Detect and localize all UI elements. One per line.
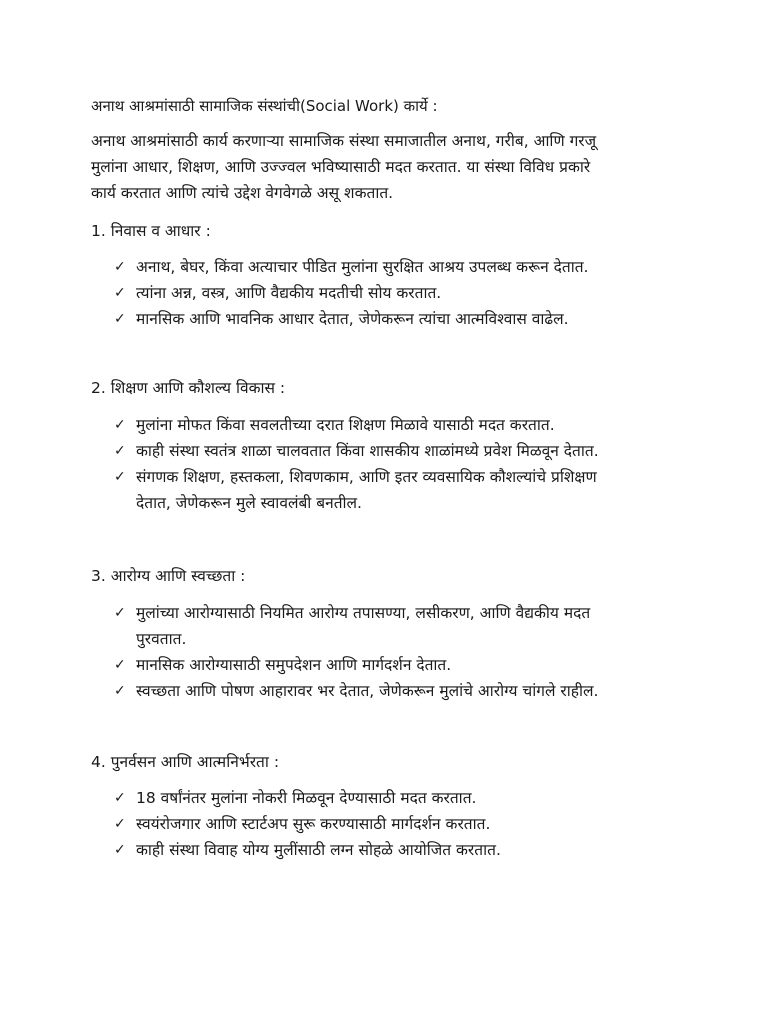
list-item xyxy=(114,837,694,863)
list-item xyxy=(114,280,694,306)
list-item xyxy=(114,254,694,280)
checkmark-icon: ✓ xyxy=(114,311,126,327)
checkmark-icon: ✓ xyxy=(114,469,126,485)
section-list-3 xyxy=(114,600,694,704)
intro-paragraph xyxy=(91,128,691,206)
list-item-text: संगणक शिक्षण, हस्तकला, शिवणकाम, आणि इतर व्यवसायिक कौशल्यांचे प्रशिक्षण xyxy=(136,468,597,486)
list-item-text: त्यांना अन्न, वस्त्र, आणि वैद्यकीय मदतीची सोय करतात. xyxy=(136,284,442,302)
list-item-text: मुलांना मोफत किंवा सवलतीच्या दरात शिक्षण मिळावे यासाठी मदत करतात. xyxy=(136,416,555,434)
section-list-4 xyxy=(114,785,694,863)
checkmark-icon: ✓ xyxy=(114,417,126,433)
intro-line: अनाथ आश्रमांसाठी कार्य करणाऱ्या सामाजिक संस्था समाजातील अनाथ, गरीब, आणि गरजू xyxy=(91,132,597,150)
checkmark-icon: ✓ xyxy=(114,790,126,806)
list-item-text: देतात, जेणेकरून मुले स्वावलंबी बनतील. xyxy=(136,494,362,512)
list-item xyxy=(114,306,694,332)
list-item-text: स्वच्छता आणि पोषण आहारावर भर देतात, जेणेकरून मुलांचे आरोग्य चांगले राहील. xyxy=(136,682,599,700)
list-item-text: काही संस्था स्वतंत्र शाळा चालवतात किंवा शासकीय शाळांमध्ये प्रवेश मिळवून देतात. xyxy=(136,442,599,460)
list-item-text: काही संस्था विवाह योग्य मुलींसाठी लग्न सोहळे आयोजित करतात. xyxy=(136,841,501,859)
list-item xyxy=(114,600,694,652)
checkmark-icon: ✓ xyxy=(114,657,126,673)
list-item xyxy=(114,652,694,678)
list-item-text: मुलांच्या आरोग्यासाठी नियमित आरोग्य तपासण्या, लसीकरण, आणि वैद्यकीय मदत xyxy=(136,604,591,622)
checkmark-icon: ✓ xyxy=(114,259,126,275)
document-title: अनाथ आश्रमांसाठी सामाजिक संस्थांची(Social Work) कार्ये : xyxy=(91,97,438,115)
list-item-text: 18 वर्षांनंतर मुलांना नोकरी मिळवून देण्यासाठी मदत करतात. xyxy=(136,789,477,807)
list-item xyxy=(114,412,694,438)
intro-line: कार्य करतात आणि त्यांचे उद्देश वेगवेगळे असू शकतात. xyxy=(91,184,394,202)
list-item-text: स्वयंरोजगार आणि स्टार्टअप सुरू करण्यासाठी मार्गदर्शन करतात. xyxy=(136,815,491,833)
checkmark-icon: ✓ xyxy=(114,443,126,459)
checkmark-icon: ✓ xyxy=(114,683,126,699)
checkmark-icon: ✓ xyxy=(114,285,126,301)
list-item xyxy=(114,438,694,464)
intro-line: मुलांना आधार, शिक्षण, आणि उज्ज्वल भविष्यासाठी मदत करतात. या संस्था विविध प्रकारे xyxy=(91,158,591,176)
checkmark-icon: ✓ xyxy=(114,605,126,621)
list-item xyxy=(114,785,694,811)
list-item xyxy=(114,678,694,704)
section-heading-3: 3. आरोग्य आणि स्वच्छता : xyxy=(91,567,246,585)
list-item-text: अनाथ, बेघर, किंवा अत्याचार पीडित मुलांना सुरक्षित आश्रय उपलब्ध करून देतात. xyxy=(136,258,589,276)
section-list-2 xyxy=(114,412,694,516)
section-heading-4: 4. पुनर्वसन आणि आत्मनिर्भरता : xyxy=(91,753,280,771)
checkmark-icon: ✓ xyxy=(114,842,126,858)
section-heading-1: 1. निवास व आधार : xyxy=(91,222,211,240)
section-list-1 xyxy=(114,254,694,332)
list-item xyxy=(114,464,694,516)
list-item-text: मानसिक आणि भावनिक आधार देतात, जेणेकरून त्यांचा आत्मविश्वास वाढेल. xyxy=(136,310,569,328)
list-item-text: मानसिक आरोग्यासाठी समुपदेशन आणि मार्गदर्शन देतात. xyxy=(136,656,452,674)
list-item-text: पुरवतात. xyxy=(136,630,187,648)
list-item xyxy=(114,811,694,837)
checkmark-icon: ✓ xyxy=(114,816,126,832)
section-heading-2: 2. शिक्षण आणि कौशल्य विकास : xyxy=(91,379,286,397)
